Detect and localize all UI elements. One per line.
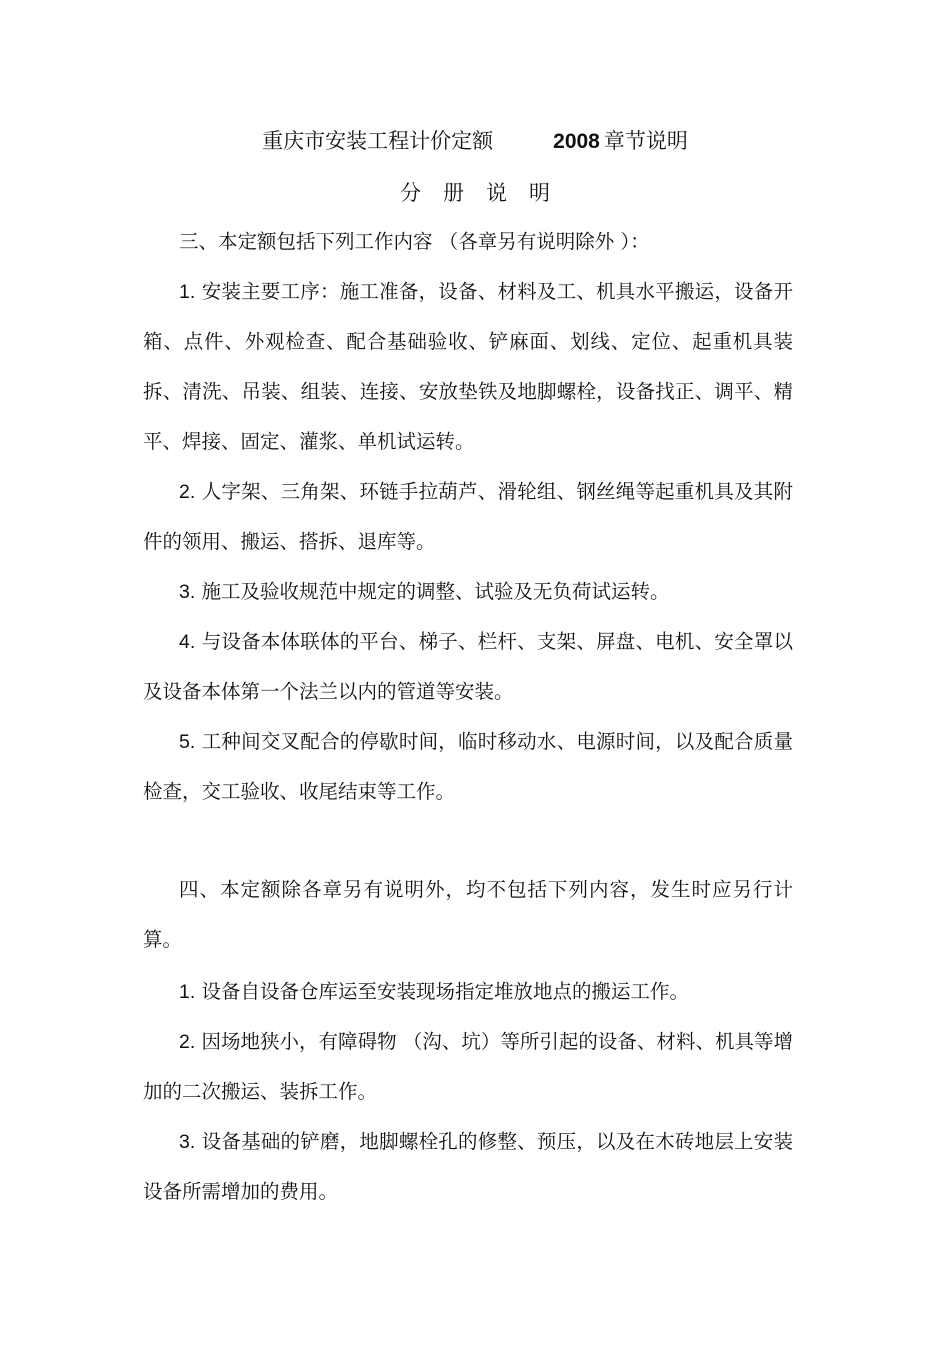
section-3-item-5 — [143, 717, 793, 817]
item-text: 设备自设备仓库运至安装现场指定堆放地点的搬运工作。 — [201, 980, 689, 1003]
title-suffix: 章节说明 — [603, 129, 688, 153]
item-number: 1. — [179, 981, 196, 1003]
item-number: 1. — [179, 281, 196, 303]
section-3-item-3 — [143, 567, 793, 617]
section-3-heading: 三、本定额包括下列工作内容 （各章另有说明除外 ）： — [179, 230, 650, 253]
item-number: 4. — [179, 631, 196, 653]
item-text: 安装主要工序：施工准备，设备、材料及工、机具水平搬运，设备开箱、点件、外观检查、配合基础验收、铲麻面、划线、定位、起重机具装拆、清洗、吊装、组装、连接、安放垫铁及地脚螺栓，设备找正、调平、精平、焊接、固定、灌浆、单机试运转。 — [143, 280, 793, 453]
item-text: 因场地狭小，有障碍物 （沟、坑）等所引起的设备、材料、机具等增加的二次搬运、装拆工作。 — [143, 1030, 794, 1103]
section-3-item-1 — [143, 267, 793, 467]
section-4-item-2 — [143, 1017, 793, 1117]
item-number: 3. — [179, 1131, 196, 1153]
section-4-item-3 — [143, 1117, 793, 1217]
item-number: 2. — [179, 1031, 196, 1053]
title-prefix: 重庆市安装工程计价定额 — [262, 129, 494, 153]
item-number: 2. — [179, 481, 196, 503]
section-4-heading: 四、本定额除各章另有说明外，均不包括下列内容，发生时应另行计算。 — [143, 878, 793, 951]
document-title — [0, 126, 950, 157]
section-3-item-4 — [143, 617, 793, 717]
item-number: 3. — [179, 581, 196, 603]
item-text: 设备基础的铲磨，地脚螺栓孔的修整、预压，以及在木砖地层上安装设备所需增加的费用。 — [143, 1130, 793, 1203]
item-text: 与设备本体联体的平台、梯子、栏杆、支架、屏盘、电机、安全罩以及设备本体第一个法兰以内的管道等安装。 — [143, 630, 793, 703]
title-year: 2008 — [553, 130, 600, 153]
item-text: 人字架、三角架、环链手拉葫芦、滑轮组、钢丝绳等起重机具及其附件的领用、搬运、搭拆、退库等。 — [143, 480, 793, 553]
section-4-item-1 — [143, 967, 793, 1017]
item-text: 施工及验收规范中规定的调整、试验及无负荷试运转。 — [201, 580, 670, 603]
section-3-item-2 — [143, 467, 793, 567]
document-subtitle: 分册说明 — [400, 181, 572, 205]
item-number: 5. — [179, 731, 196, 753]
item-text: 工种间交叉配合的停歇时间，临时移动水、电源时间，以及配合质量检查，交工验收、收尾结束等工作。 — [143, 730, 793, 803]
